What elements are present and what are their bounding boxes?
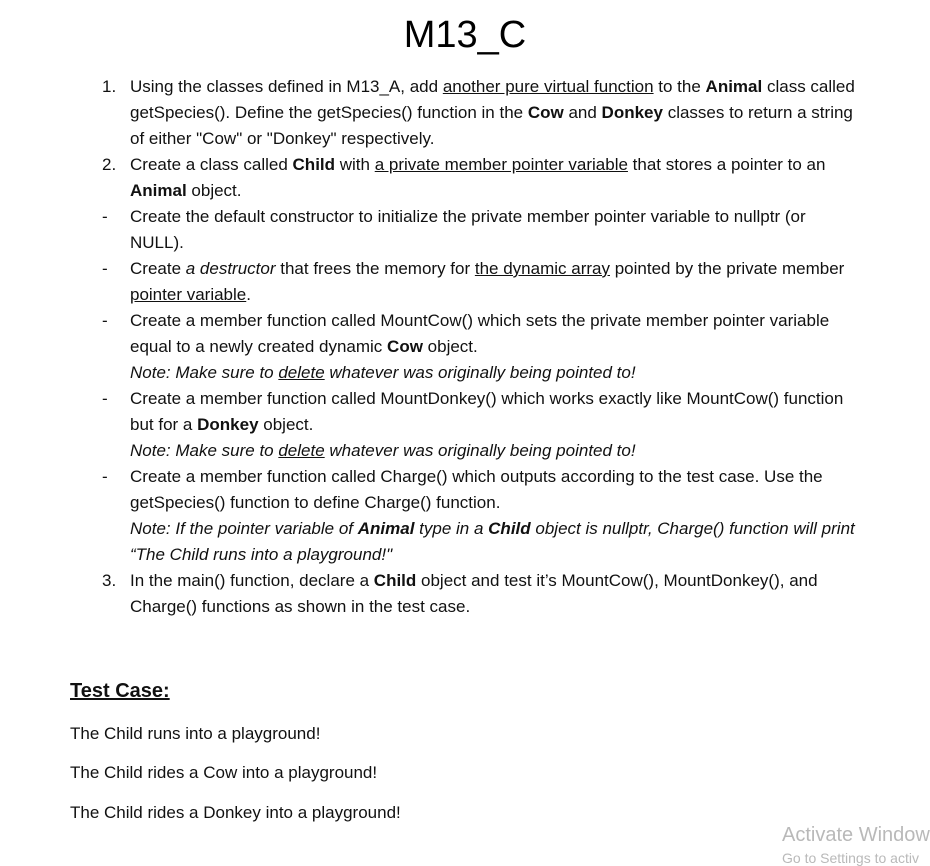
list-number: 2. [102, 155, 117, 174]
activation-watermark-title: Activate Window [782, 824, 930, 846]
test-case-heading: Test Case: [70, 680, 170, 702]
list-item-text: Create a member function called MountDonkey() which works exactly like MountCow() function but for a Donkey object. Note: Make sure to delete whatever was originally being pointed to! [130, 389, 844, 460]
list-item-text: In the main() function, declare a Child object and test it’s MountCow(), MountDonkey(), and Charge() functions as shown in the test case. [130, 571, 818, 616]
sub-item-charge [90, 464, 860, 568]
sub-item-mountdonkey [90, 386, 860, 464]
task-list [90, 74, 860, 620]
dash-bullet: - [102, 389, 108, 408]
list-item-text: Create a destructor that frees the memory for the dynamic array pointed by the private member pointer variable. [130, 259, 845, 304]
list-item-text: Create a class called Child with a private member pointer variable that stores a pointer to an Animal object. [130, 155, 826, 200]
sub-item-destructor [90, 256, 860, 308]
list-number: 3. [102, 571, 117, 590]
list-item-text: Using the classes defined in M13_A, add another pure virtual function to the Animal class called getSpecies(). Define the getSpecies() function in the Cow and Donkey classes to return a string of either "Cow" or "Donkey" respectively. [130, 77, 855, 148]
list-item-text: Create a member function called Charge() which outputs according to the test case. Use the getSpecies() function to define Charge() function. Note: If the pointer variable of Animal type in a Child object is nullptr, Charge() function will print “The Child runs into a playground!" [130, 467, 855, 564]
dash-bullet: - [102, 259, 108, 278]
test-output-line: The Child rides a Cow into a playground! [70, 763, 378, 782]
sub-item-constructor [90, 204, 860, 256]
list-item-2 [90, 152, 860, 204]
test-output-line: The Child rides a Donkey into a playground! [70, 803, 401, 822]
test-output-line: The Child runs into a playground! [70, 724, 321, 743]
note: Note: If the pointer variable of Animal type in a Child object is nullptr, Charge() function will print “The Child runs into a playground!" [130, 519, 855, 564]
activation-watermark-subtitle: Go to Settings to activ [782, 850, 919, 866]
list-item-text: Create the default constructor to initialize the private member pointer variable to nullptr (or NULL). [130, 207, 806, 252]
note: Note: Make sure to delete whatever was originally being pointed to! [130, 441, 636, 460]
list-item-3 [90, 568, 860, 620]
dash-bullet: - [102, 311, 108, 330]
note: Note: Make sure to delete whatever was originally being pointed to! [130, 363, 636, 382]
page-title: M13_C [403, 14, 527, 56]
list-item-1 [90, 74, 860, 152]
list-number: 1. [102, 77, 117, 96]
dash-bullet: - [102, 207, 108, 226]
sub-item-mountcow [90, 308, 860, 386]
list-item-text: Create a member function called MountCow() which sets the private member pointer variable equal to a newly created dynamic Cow object. Note: Make sure to delete whatever was originally being pointed to! [130, 311, 830, 382]
dash-bullet: - [102, 467, 108, 486]
